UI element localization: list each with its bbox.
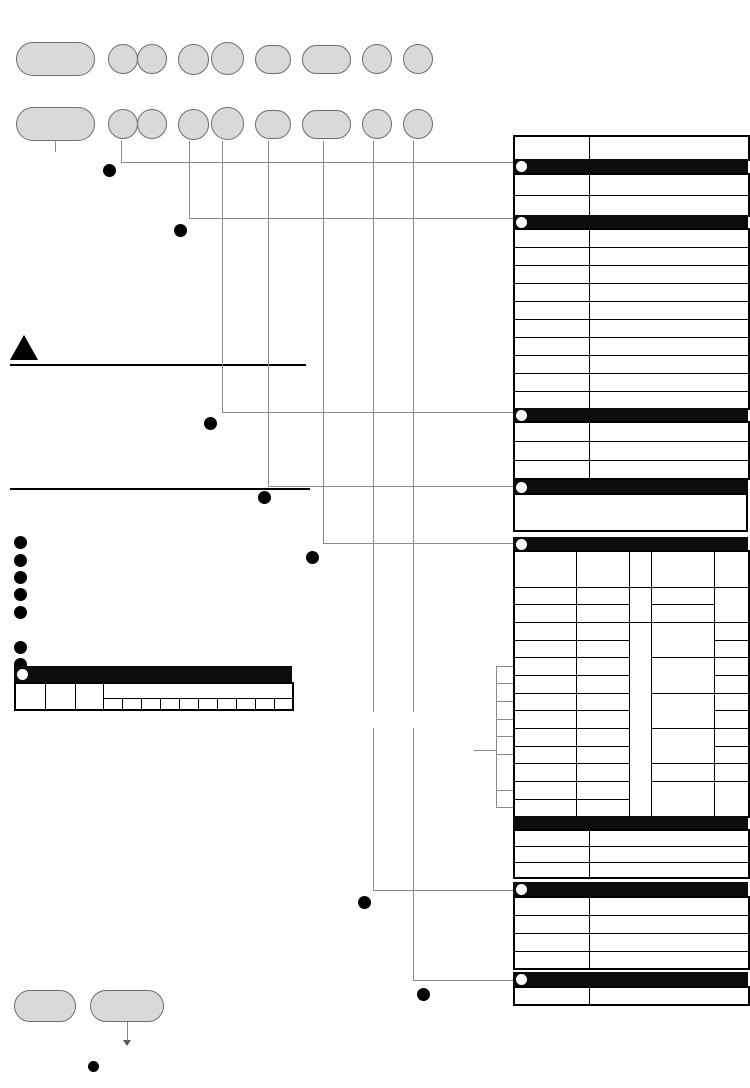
table-cell [514, 830, 589, 846]
table-cell [514, 355, 589, 373]
table-cell [589, 319, 749, 337]
bore-head [274, 698, 293, 710]
wire-cell [714, 764, 749, 782]
connector-line [323, 543, 513, 544]
pill-stl [16, 107, 95, 141]
table-cell [589, 283, 749, 301]
display-cell [651, 605, 714, 623]
bore-head [217, 698, 236, 710]
table-cell [514, 391, 589, 409]
callout-letter-e [306, 551, 319, 564]
option-table [513, 986, 750, 1006]
bracket-connector [474, 750, 496, 751]
section-f-bar [513, 882, 748, 896]
table-cell [589, 301, 749, 319]
letter-c-icon [516, 410, 527, 421]
wire-cell [714, 711, 749, 729]
display-cell [651, 782, 714, 817]
wire-cell [714, 622, 749, 640]
wire-cell [714, 729, 749, 747]
connector-line [323, 141, 324, 543]
table-cell [589, 373, 749, 391]
section-a-bar [513, 159, 748, 173]
pill-option-short [403, 44, 433, 74]
divider [10, 488, 310, 490]
callout-letter-f [358, 896, 371, 909]
col-display [651, 551, 714, 587]
col-l-lead [576, 551, 629, 587]
col-symbol [45, 683, 75, 710]
bore-head [198, 698, 217, 710]
table-cell [589, 915, 749, 933]
callout-letter-b [174, 224, 187, 237]
table-cell [589, 355, 749, 373]
section-d-bar [513, 480, 748, 494]
table-cell [514, 862, 589, 878]
example-item [14, 569, 130, 586]
bracket-stub [496, 719, 513, 720]
section-g-bar [513, 972, 748, 986]
table-cell [589, 830, 749, 846]
pill-sw [14, 990, 76, 1022]
bearing-table [513, 173, 750, 217]
switch-model-table [513, 550, 750, 818]
col-symbol [514, 136, 589, 160]
section-b-bar [513, 215, 748, 229]
table-cell [589, 951, 749, 969]
pill-stroke-short [255, 45, 291, 74]
bore-table [513, 228, 750, 410]
col-straight-lead [514, 551, 576, 587]
table-cell [589, 391, 749, 409]
table-cell [514, 174, 589, 195]
example-item [14, 551, 130, 568]
callout-letter-c [204, 417, 217, 430]
table-cell [514, 915, 589, 933]
col-wire [714, 551, 749, 587]
letter-e-icon [88, 1061, 99, 1072]
bracket-stub [496, 736, 513, 737]
bracket-stub [496, 701, 513, 702]
bore-head [179, 698, 198, 710]
connector-line [189, 141, 190, 218]
blank-circle [211, 107, 244, 140]
connector-line [189, 218, 513, 219]
table-cell [589, 862, 749, 878]
pill-bore-short [178, 44, 209, 75]
display-cell [651, 658, 714, 693]
bracket-stub [496, 754, 513, 755]
wire-cell [714, 693, 749, 711]
connector-line [413, 141, 414, 980]
table-cell [514, 301, 589, 319]
example-item [14, 621, 130, 638]
display-cell [651, 764, 714, 782]
connector-line [268, 486, 513, 487]
callout-letter-d [258, 491, 271, 504]
table-cell [589, 229, 749, 247]
bore-head [236, 698, 255, 710]
display-cell [651, 729, 714, 764]
connector-line [268, 141, 269, 486]
standard-stroke-table [14, 682, 294, 711]
wire-cell [714, 746, 749, 764]
example-item [14, 534, 130, 551]
wire-cell [714, 658, 749, 676]
letter-g-icon [516, 974, 527, 985]
table-cell [589, 987, 749, 1005]
letter-f-icon [516, 884, 527, 895]
bracket-stub [496, 807, 513, 808]
wire-cell [714, 782, 749, 817]
letter-b-icon [516, 217, 527, 228]
table-cell [514, 283, 589, 301]
col-series [15, 683, 45, 710]
pill-stroke-long [255, 110, 291, 139]
display-cell [651, 587, 714, 605]
table-cell [514, 319, 589, 337]
pill-count-long [362, 109, 392, 139]
section-e-bar [513, 537, 748, 551]
table-cell [514, 951, 589, 969]
connector-line [222, 141, 223, 412]
table-cell [514, 441, 589, 460]
pill-option-long [403, 109, 433, 139]
bore-head [103, 698, 122, 710]
example-item [14, 586, 130, 603]
divider [10, 364, 306, 366]
letter-d-icon [17, 669, 28, 680]
arrow-line [127, 1022, 128, 1041]
pill-f-short [137, 44, 167, 74]
callout-letter-a [103, 164, 116, 177]
table-cell [589, 337, 749, 355]
switch-model-ref [88, 1061, 99, 1074]
cable-length-bar [513, 816, 748, 830]
pill-t0h [90, 990, 164, 1022]
pill-switch-short [302, 45, 351, 74]
stroke-ref-box [513, 493, 748, 532]
bore-head [255, 698, 274, 710]
pill-bore-long [178, 109, 209, 140]
col-contact [629, 551, 651, 587]
table-cell [514, 229, 589, 247]
example-item [14, 604, 130, 621]
bore-head [122, 698, 141, 710]
table-cell [589, 195, 749, 216]
connector-line [121, 141, 122, 162]
table-cell [589, 933, 749, 951]
l1-note [328, 712, 508, 728]
connector-line [373, 141, 374, 890]
table-cell [589, 422, 749, 441]
pill-bearing-short [108, 44, 138, 74]
table-cell [514, 933, 589, 951]
connector-line [413, 980, 513, 981]
letter-e-icon [516, 539, 527, 550]
callout-letter-g [417, 988, 430, 1001]
connector-line [222, 412, 513, 413]
display-cell [651, 622, 714, 657]
bore-head [160, 698, 179, 710]
item-letter [14, 588, 27, 601]
connector-line [121, 162, 513, 163]
col-applicable-bore [103, 683, 293, 698]
pill-bearing-long [108, 109, 138, 139]
connector-line [373, 890, 513, 891]
col-stroke [75, 683, 103, 710]
table-cell [514, 846, 589, 862]
bore-head [141, 698, 160, 710]
display-cell [651, 693, 714, 728]
connector-line [55, 141, 56, 152]
example-item [14, 638, 130, 655]
pill-count-short [362, 44, 392, 74]
contact-yes-cell [629, 587, 651, 622]
section-c-bar [513, 408, 748, 422]
bracket-stub [496, 666, 513, 667]
letter-d-icon [516, 482, 527, 493]
bracket-stub [496, 683, 513, 684]
wire-cell [714, 640, 749, 658]
table-cell [514, 337, 589, 355]
item-letter [14, 536, 27, 549]
switch-row [514, 622, 749, 640]
table-cell [514, 987, 589, 1005]
table-cell [589, 897, 749, 915]
table-cell [514, 897, 589, 915]
table-cell [589, 247, 749, 265]
table-cell [514, 265, 589, 283]
table-cell [589, 441, 749, 460]
stroke-table-bar [14, 666, 292, 682]
table-cell [589, 460, 749, 479]
switch-row [514, 587, 749, 605]
pill-f-long [137, 109, 167, 139]
example-item-list [14, 534, 130, 673]
wire-cell [714, 587, 749, 622]
table-cell [514, 422, 589, 441]
cable-length-table [513, 829, 750, 879]
blank-circle [211, 42, 244, 75]
item-letter [14, 606, 27, 619]
item-letter [14, 641, 27, 654]
table-cell [589, 174, 749, 195]
letter-a-icon [516, 161, 527, 172]
thread-table [513, 421, 750, 480]
table-cell [514, 247, 589, 265]
table-cell [589, 265, 749, 283]
table-cell [514, 373, 589, 391]
wire-cell [714, 675, 749, 693]
table-cell [514, 460, 589, 479]
contact-no-cell [629, 622, 651, 817]
switch-count-table [513, 896, 750, 970]
item-letter [14, 554, 27, 567]
col-content [589, 136, 749, 160]
symbol-content-header [513, 135, 750, 161]
pill-switch-long [302, 110, 351, 139]
bracket-stub [496, 790, 513, 791]
item-letter [14, 571, 27, 584]
warning-triangle-icon [10, 335, 38, 360]
pill-sts [16, 42, 95, 76]
table-cell [589, 846, 749, 862]
table-cell [514, 195, 589, 216]
